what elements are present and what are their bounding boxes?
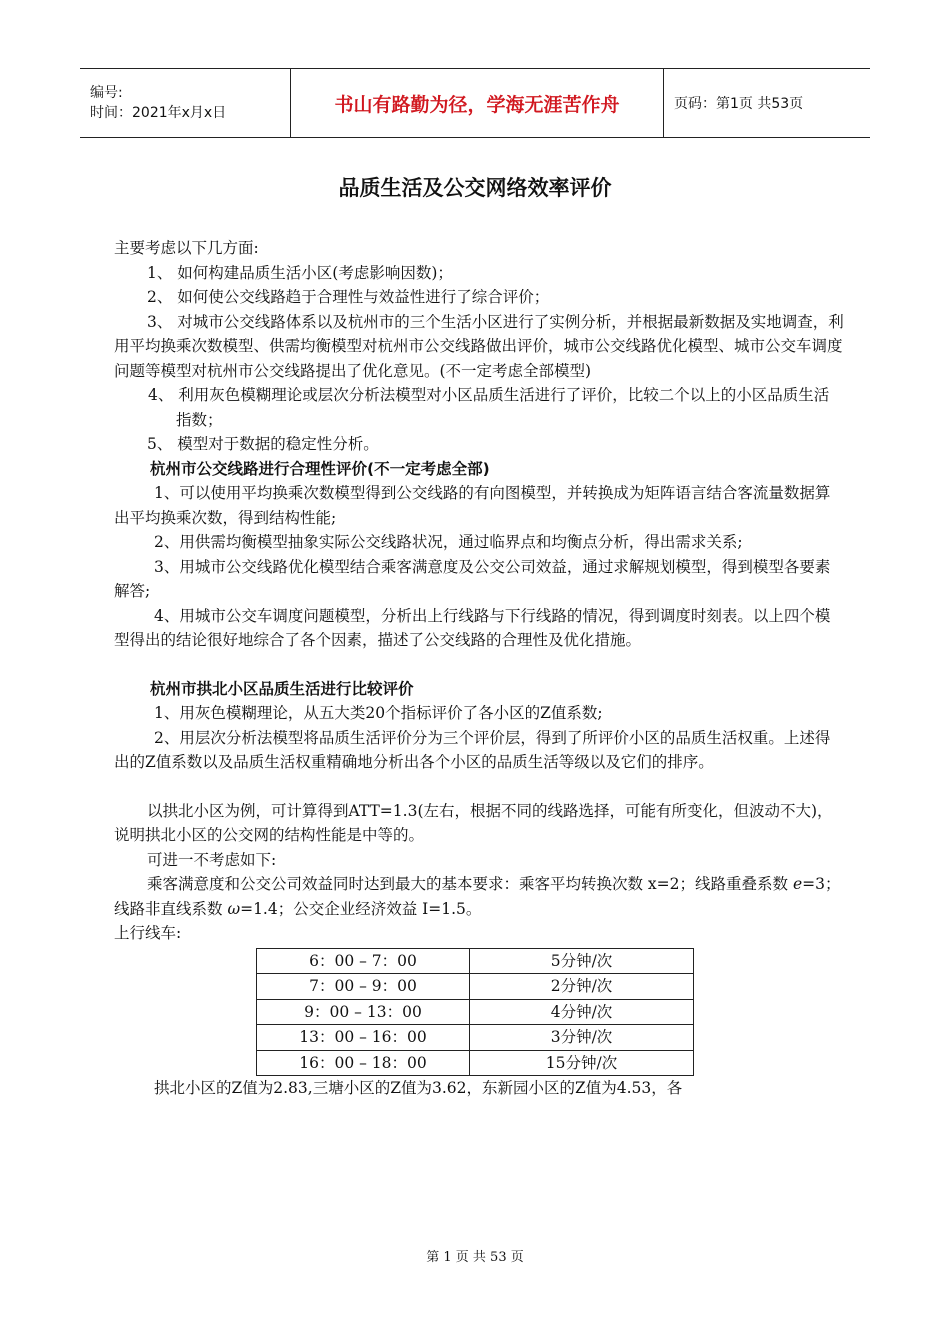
time-cell: 13：00 – 16：00 (257, 1025, 470, 1051)
section-item: 1、用灰色模糊理论，从五大类20个指标评价了各小区的Z值系数; (154, 704, 603, 722)
section-item: 2、用供需均衡模型抽象实际公交线路状况，通过临界点和均衡点分析，得出需求关系; (154, 533, 743, 551)
schedule-table (256, 948, 694, 1077)
table-row (257, 999, 694, 1025)
table-row (257, 974, 694, 1000)
section-item: 1、可以使用平均换乘次数模型得到公交线路的有向图模型，并转换成为矩阵语言结合客流量数据算出平均换乘次数，得到结构性能; (114, 484, 831, 527)
aspect-item: 3、 对城市公交线路体系以及杭州市的三个生活小区进行了实例分析，并根据最新数据及实地调查，利用平均换乘次数模型、供需均衡模型对杭州市公交线路做出评价，城市公交线路优化模型、城市公交车调度问题等模型对杭州市公交线路提出了优化意见。(不一定考虑全部模型) (114, 312, 844, 380)
table-row (257, 1050, 694, 1076)
e-symbol: e (792, 875, 803, 893)
frequency-cell: 15分钟/次 (470, 1050, 694, 1076)
section-heading: 杭州市公交线路进行合理性评价(不一定考虑全部) (150, 459, 490, 478)
aspect-item: 5、 模型对于数据的稳定性分析。 (147, 435, 379, 453)
intro-paragraph: 主要考虑以下几方面: (114, 239, 259, 257)
header-page-info: 页码：第1页 共53页 (674, 96, 804, 112)
requirement-text: 乘客满意度和公交公司效益同时达到最大的基本要求：乘客平均转换次数 x=2；线路重叠系数 (147, 875, 793, 893)
header-motto: 书山有路勤为径，学海无涯苦作舟 (290, 69, 664, 137)
document-date-label: 时间：2021年x月x日 (90, 105, 227, 121)
frequency-cell: 2分钟/次 (470, 974, 694, 1000)
omega-symbol: ω (227, 899, 241, 918)
document-body (114, 236, 844, 1101)
time-cell: 9：00 – 13：00 (257, 999, 470, 1025)
spacer (114, 775, 844, 799)
document-title: 品质生活及公交网络效率评价 (338, 176, 612, 200)
example-paragraph: 以拱北小区为例，可计算得到ATT=1.3(左右，根据不同的线路选择，可能有所变化，但波动不大)，说明拱北小区的公交网的结构性能是中等的。 (114, 801, 833, 844)
table-row (257, 948, 694, 974)
section-item: 3、用城市公交线路优化模型结合乘客满意度及公交公司效益，通过求解规划模型，得到模型各要素解答; (114, 557, 831, 600)
section-item: 4、用城市公交车调度问题模型，分析出上行线路与下行线路的情况，得到调度时刻表。以上四个模型得出的结论很好地综合了各个因素，描述了公交线路的合理性及优化措施。 (114, 606, 831, 649)
aspect-item: 2、 如何使公交线路趋于合理性与效益性进行了综合评价； (147, 288, 550, 306)
requirement-text: =3；线路非直线系数 (114, 875, 841, 918)
frequency-cell: 4分钟/次 (470, 999, 694, 1025)
requirement-text: =1.4；公交企业经济效益 I=1.5。 (240, 899, 482, 918)
page-header (80, 68, 870, 138)
table-label: 上行线车: (114, 924, 182, 942)
further-paragraph: 可进一不考虑如下: (147, 850, 277, 869)
page-footer: 第 1 页 共 53 页 (426, 1250, 524, 1265)
frequency-cell: 5分钟/次 (470, 948, 694, 974)
time-cell: 6：00 – 7：00 (257, 948, 470, 974)
aspect-item: 4、 利用灰色模糊理论或层次分析法模型对小区品质生活进行了评价，比较二个以上的小区品质生活指数； (148, 386, 830, 429)
aspect-item: 1、 如何构建品质生活小区(考虑影响因数)； (147, 263, 453, 282)
requirement-paragraph (114, 872, 844, 921)
table-row (257, 1025, 694, 1051)
section-heading: 杭州市拱北小区品质生活进行比较评价 (150, 679, 414, 698)
spacer (114, 653, 844, 677)
frequency-cell: 3分钟/次 (470, 1025, 694, 1051)
time-cell: 7：00 – 9：00 (257, 974, 470, 1000)
zvalue-paragraph: 拱北小区的Z值为2.83,三塘小区的Z值为3.62，东新园小区的Z值为4.53，各 (154, 1079, 683, 1097)
document-number-label: 编号: (90, 85, 123, 101)
section-item: 2、用层次分析法模型将品质生活评价分为三个评价层，得到了所评价小区的品质生活权重。上述得出的Z值系数以及品质生活权重精确地分析出各个小区的品质生活等级以及它们的排序。 (114, 728, 831, 771)
header-meta (80, 69, 290, 137)
time-cell: 16：00 – 18：00 (257, 1050, 470, 1076)
